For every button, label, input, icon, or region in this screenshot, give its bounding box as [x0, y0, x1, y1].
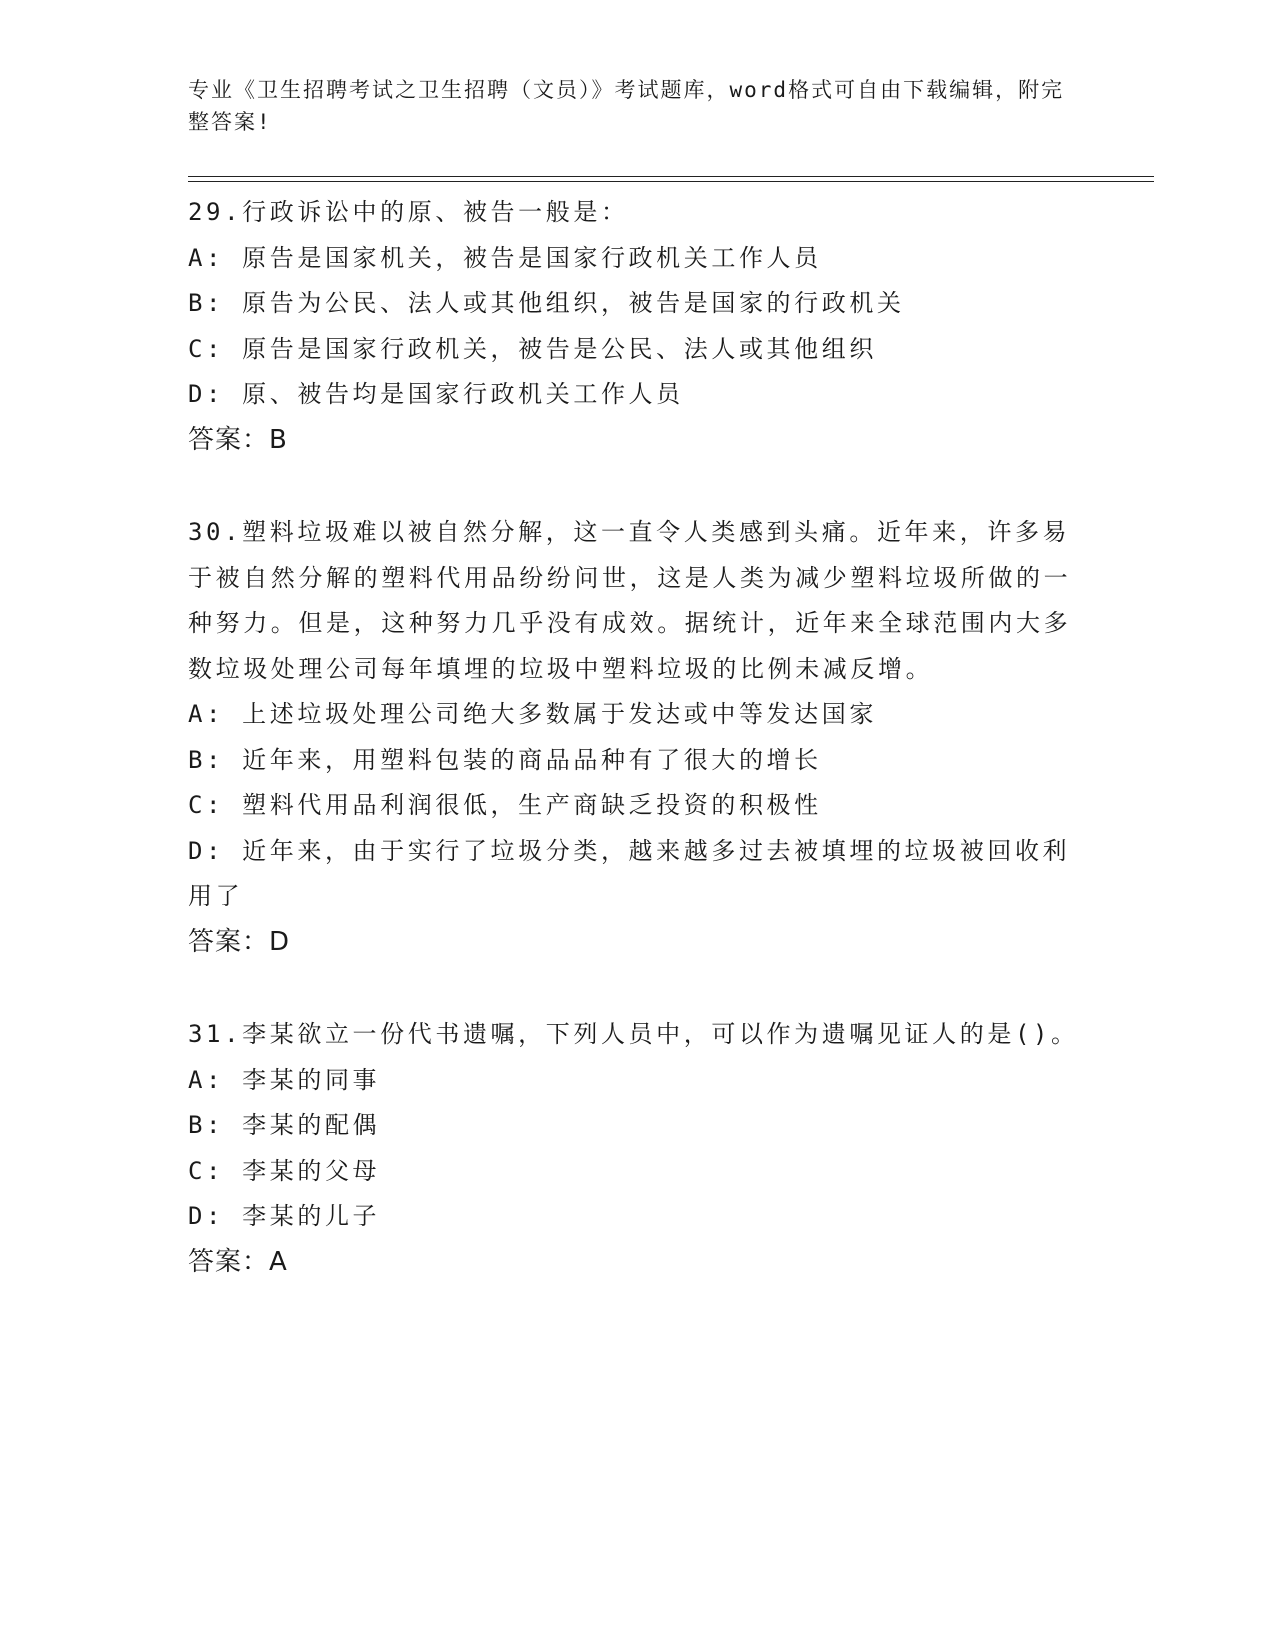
header-divider-top [188, 176, 1154, 177]
question-stem: 29.行政诉讼中的原、被告一般是： [188, 198, 629, 226]
option-b: B: 原告为公民、法人或其他组织，被告是国家的行政机关 [188, 289, 905, 317]
option-b: B: 李某的配偶 [188, 1111, 381, 1139]
option-d: D: 近年来，由于实行了垃圾分类，越来越多过去被填埋的垃圾被回收利用了 [188, 836, 1071, 910]
option-d: D: 李某的儿子 [188, 1202, 381, 1230]
question-stem: 31.李某欲立一份代书遗嘱，下列人员中，可以作为遗嘱见证人的是()。 [188, 1020, 1079, 1048]
answer-line: 答案：A [188, 1246, 288, 1277]
option-d: D: 原、被告均是国家行政机关工作人员 [188, 380, 684, 408]
question-list [188, 190, 1088, 1332]
option-a: A: 原告是国家机关，被告是国家行政机关工作人员 [188, 243, 822, 272]
question-stem: 30.塑料垃圾难以被自然分解，这一直令人类感到头痛。近年来，许多易于被自然分解的塑料代用品纷纷问世，这是人类为减少塑料垃圾所做的一种努力。但是，这种努力几乎没有成效。据统计，近年来全球范围内大多数垃圾处理公司每年填埋的垃圾中塑料垃圾的比例未减反增。 [188, 518, 1072, 683]
answer-line: 答案：D [188, 926, 291, 957]
option-b: B: 近年来，用塑料包装的商品品种有了很大的增长 [188, 745, 822, 774]
question-30 [188, 510, 1088, 965]
option-a: A: 李某的同事 [188, 1065, 381, 1094]
option-c: C: 塑料代用品利润很低，生产商缺乏投资的积极性 [188, 791, 822, 819]
question-29 [188, 190, 1088, 463]
option-a: A: 上述垃圾处理公司绝大多数属于发达或中等发达国家 [188, 700, 877, 728]
option-c: C: 李某的父母 [188, 1156, 381, 1185]
answer-line: 答案：B [188, 424, 288, 455]
header-divider-bottom [188, 181, 1154, 182]
option-c: C: 原告是国家行政机关，被告是公民、法人或其他组织 [188, 334, 877, 363]
document-header: 专业《卫生招聘考试之卫生招聘（文员）》考试题库，word格式可自由下载编辑，附完整答案! [188, 78, 1065, 134]
question-31 [188, 1012, 1088, 1285]
